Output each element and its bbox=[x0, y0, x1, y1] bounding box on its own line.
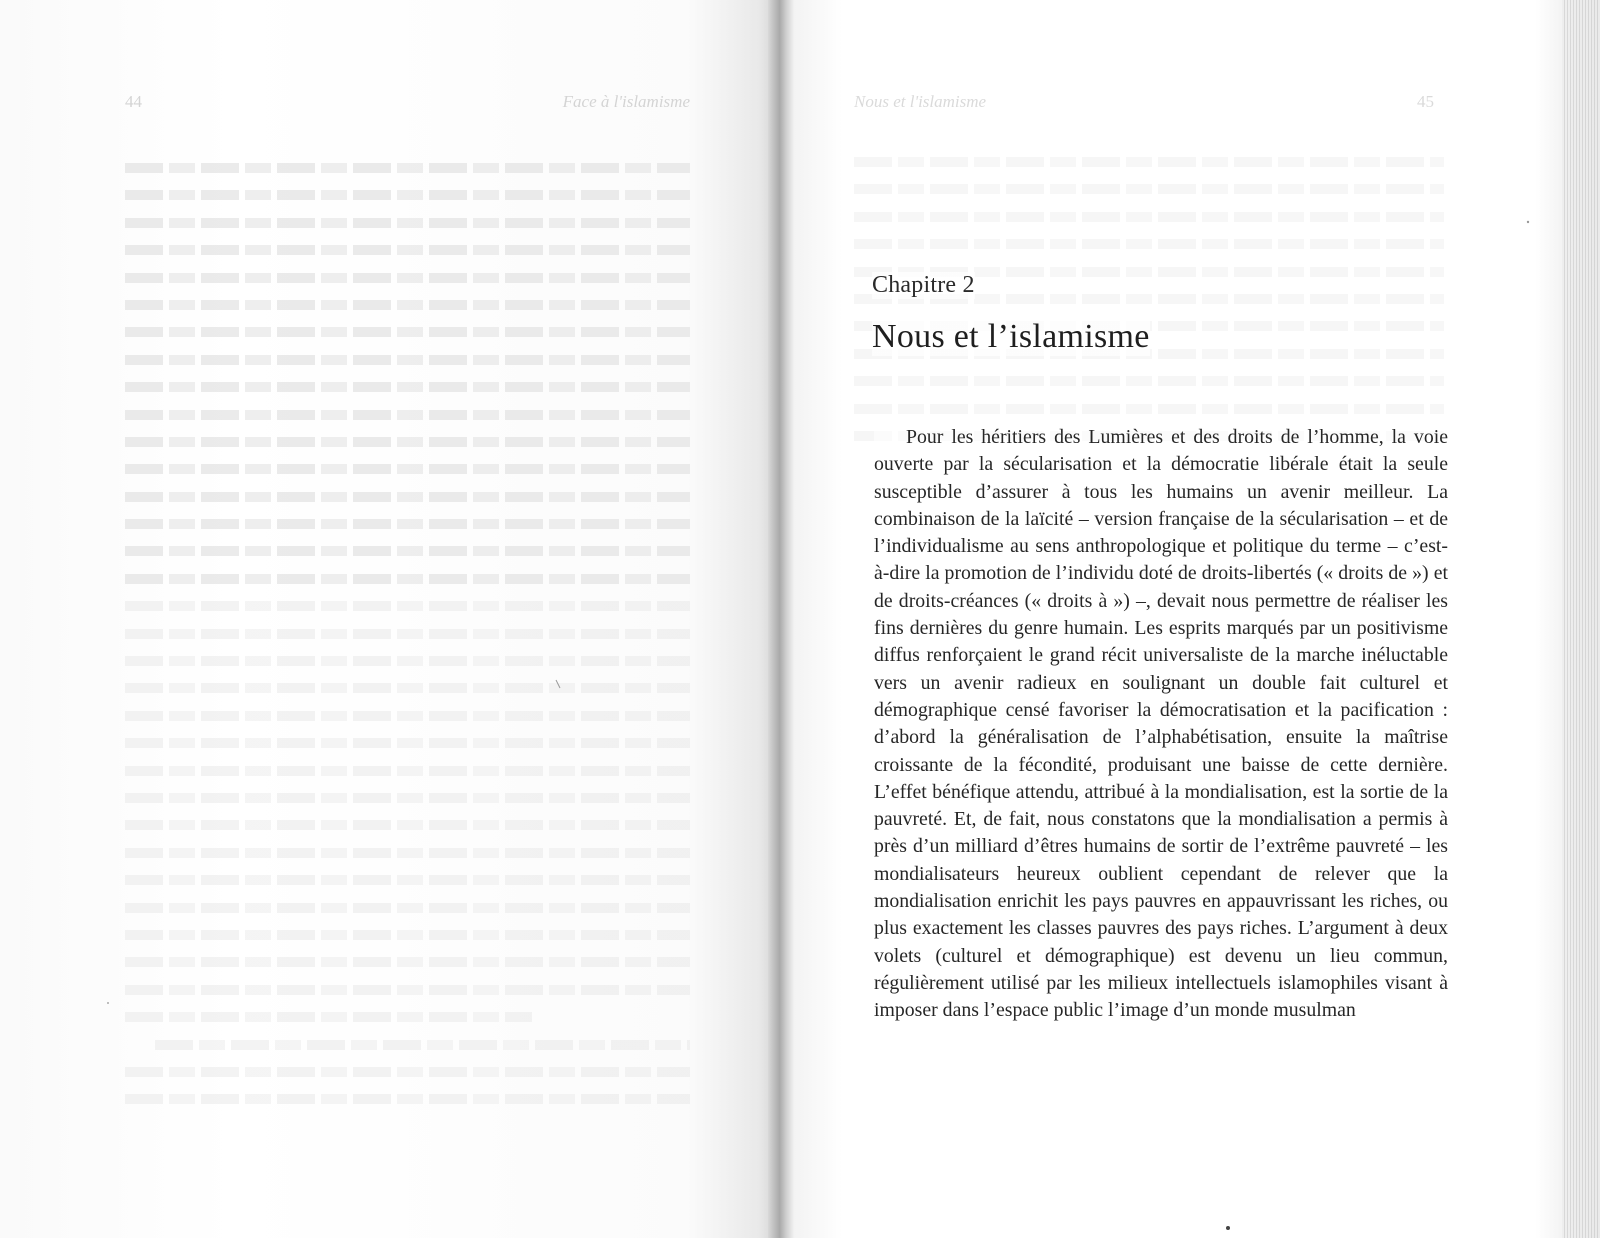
left-page-number: 44 bbox=[125, 92, 142, 111]
chapter-title: Nous et l’islamisme bbox=[872, 318, 1150, 355]
right-running-head: Nous et l'islamisme bbox=[854, 92, 987, 111]
page-edges bbox=[1562, 0, 1600, 1238]
chapter-body-paragraph: Pour les héritiers des Lumières et des droits de l’homme, la voie ouverte par la sécularisation et la démocratie libérale était la seule susceptible d’assurer à tous les humains un avenir meilleur. La combinaison de la laïcité – version française de la sécularisation – et de l’individualisme au sens anthropologique et politique du terme – c’est-à-dire la promotion de l’individu doté de droits-libertés (« droits de ») et de droits-créances (« droits à ») –, devait nous permettre de réaliser les fins dernières du genre humain. Les esprits marqués par un positivisme diffus renforçaient le grand récit universaliste de la marche inéluctable vers un avenir radieux en soulignant un double fait culturel et démographique censé favoriser la démocratisation et la pacification : d’abord la généralisation de l’alphabétisation, ensuite la maîtrise croissante de la fécondité, produisant une baisse de cette dernière. L’effet bénéfique attendu, attribué à la mondialisation, est la sortie de la pauvreté. Et, de fait, nous constatons que la mondialisation a permis à près d’un milliard d’êtres humains de sortir de l’extrême pauvreté – les mondialisateurs heureux oublient cependant de relever que la mondialisation enrichit les pays pauvres en appauvrissant les riches, ou plus exactement les classes pauvres des pays riches. L’argument à deux volets (culturel et démographique) est devenu un lieu commun, régulièrement utilisé par les milieux intellectuels islamophiles visant à imposer dans l’espace public l’image d’un monde musulman bbox=[874, 424, 1448, 1025]
right-page-header bbox=[854, 92, 1434, 112]
left-page-faded-text bbox=[125, 154, 690, 1113]
right-page-number: 45 bbox=[1417, 92, 1434, 111]
left-page-header bbox=[125, 92, 690, 112]
left-running-head: Face à l'islamisme bbox=[562, 92, 690, 111]
chapter-label: Chapitre 2 bbox=[872, 272, 975, 298]
left-page bbox=[0, 0, 782, 1238]
book-gutter bbox=[768, 0, 794, 1238]
